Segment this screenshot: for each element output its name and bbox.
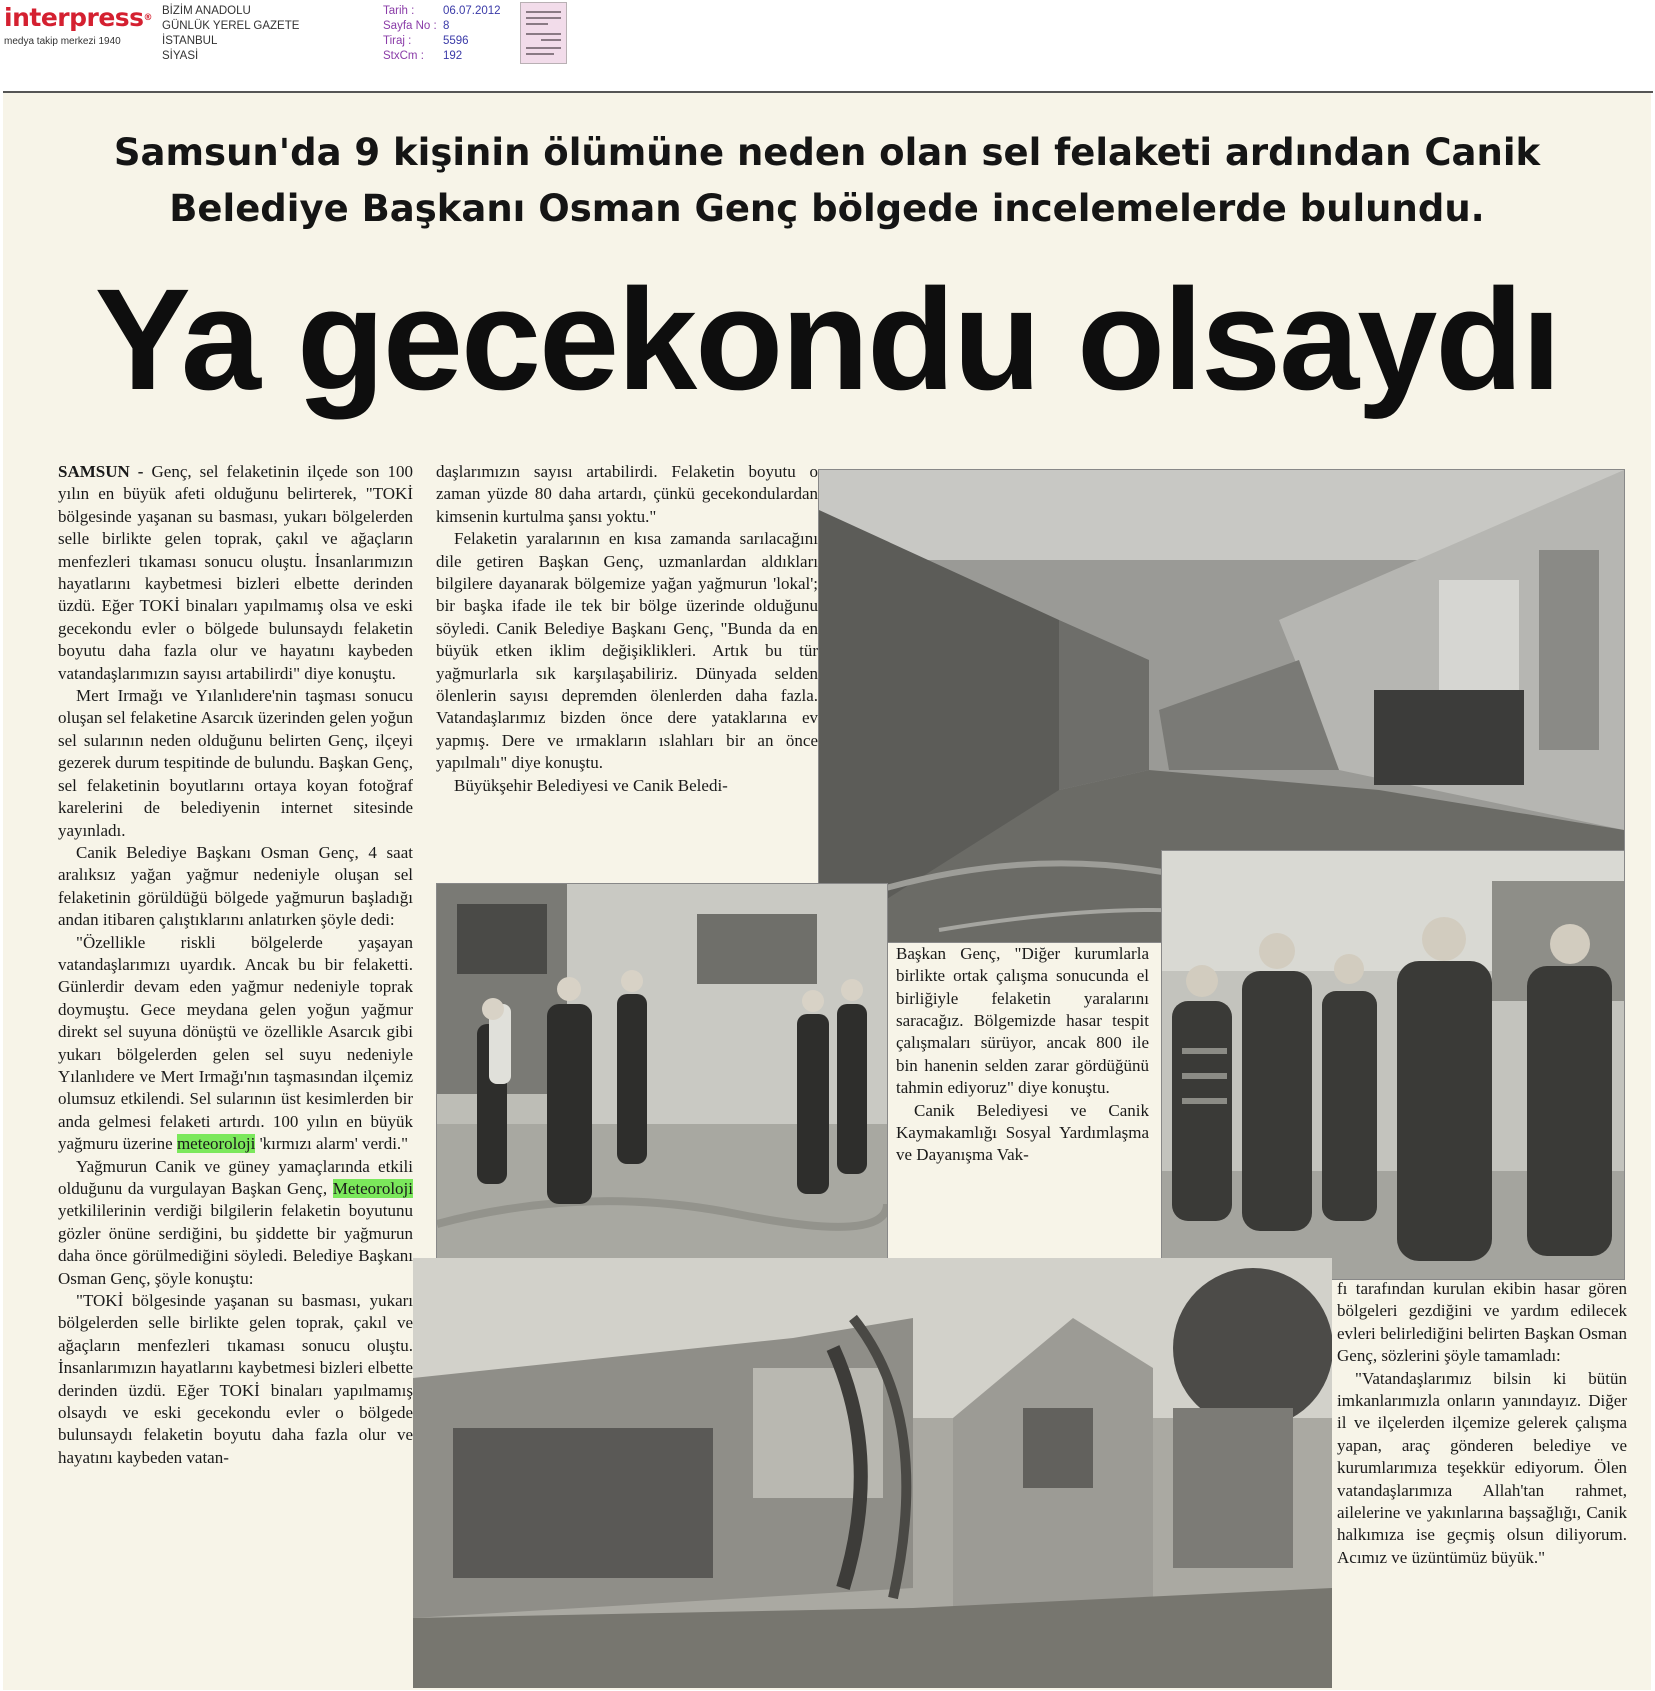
subheading-line-2: Belediye Başkanı Osman Genç bölgede incelemelerde bulundu.	[169, 187, 1485, 230]
meta-key: Sayfa No :	[383, 20, 437, 32]
meta-key: Tiraj :	[383, 35, 412, 47]
clipping-header	[0, 0, 1655, 90]
paragraph-text: Felaketin yaralarının en kısa zamanda sarılacağını dile getiren Başkan Genç, uzmanlardan aldıkları bilgilere dayanarak bölgemize yağan yağmurun 'lokal'; bir başka ifade ile tek bir bölge üzerinde olduğunu söyledi. Canik Belediye Başkanı Genç, "Bunda da en büyük etken iklim değişiklikleri. Artık bu tür yağmurlarla sık karşılaşabiliriz. Dünyada selden ölenlerin sayısı depremden ölenlerden daha fazla. Vatandaşlarımız bizden önce dere yataklarına ev yapmış. Dere ve ırmakların ıslahları bir an önce yapılmalı" diye konuştu.	[436, 529, 818, 773]
paragraph-text: "Vatandaşlarımız bilsin ki bütün imkanlarımızla onların yanındayız. Diğer il ve ilçelerden ilçemize gelerek çalışma yapan, araç gönderen belediye ve kurumlarımıza teşekkür ediyorum. Ölen vatandaşlarımıza Allah'tan rahmet, ailelerine ve yakınlarına başsağlığı, Canik halkımıza ise geçmiş olsun diliyorum. Acımız ve üzüntümüz büyük."	[1337, 1368, 1627, 1567]
paragraph-text: Genç, sel felaketinin ilçede son 100 yılın en büyük afeti olduğunu belirterek, "TOKİ bölgesinde yaşanan su basması, yukarı bölgelerden selle birlikte gelen toprak, çakıl ve ağaçların menfezleri tıkaması sonucu oluştu. İnsanlarımızın hayatlarını kaybetmesi bizleri elbette derinden üzdü. Eğer TOKİ binaları yapılmamış olsa ve eski gecekondu evler o bölgede bulunsaydı felaketin boyutu daha fazla olur ve hayatını kaybeden vatandaşlarımızın sayısı artabilirdi" diye konuştu.	[58, 462, 413, 683]
newspaper-clipping	[3, 93, 1651, 1690]
meta-value: 06.07.2012	[443, 5, 501, 17]
article-paragraph	[436, 775, 818, 797]
paragraph-text: "TOKİ bölgesinde yaşanan su basması, yukarı bölgelerden selle birlikte gelen toprak, çakıl ve ağaçların menfezleri tıkaması sonucu oluştu. İnsanlarımızın hayatlarını kaybetmesi bizleri elbette derinden üzdü. Eğer TOKİ binaları yapılmamış olsaydı ve eski gecekondu evler o bölgede bulunsaydı felaketin boyutu daha fazla olur ve hayatını kaybeden vatan-	[58, 1291, 413, 1467]
clipping-meta	[383, 4, 501, 64]
paragraph-text: Yağmurun Canik ve güney yamaçlarında etkili olduğunu da vurgulayan Başkan Genç,	[58, 1156, 413, 1198]
article-paragraph	[58, 461, 413, 685]
article-paragraph	[436, 461, 818, 528]
highlighted-keyword: meteoroloji	[176, 1134, 256, 1154]
paragraph-text: "Özellikle riskli bölgelerde yaşayan vatandaşlarımızı uyardık. Ancak bu bir felaketti. Günlerdir devam eden yağmur nedeniyle toprak doymuştu. Gece meydana gelen yoğun yağmur direkt sel suyuna dönüştü ve özellikle Asarcık gibi yukarı bölgelerden gelen sel suyu nedeniyle Yılanlıdere ve Mert Irmağı'nın taşmasından ilçemiz olumsuz etkilendi. Sel sularının üst kesimlerden bir anda gelmesi felaketi artırdı. 100 yılın en büyük yağmuru üzerine	[58, 932, 413, 1154]
article-paragraph	[1337, 1368, 1627, 1570]
article-paragraph	[58, 932, 413, 1156]
article-paragraph	[58, 842, 413, 932]
paragraph-text: fı tarafından kurulan ekibin hasar gören bölgeleri gezdiğini ve yardım edilecek evleri belirlediğini belirten Başkan Osman Genç, sözlerini şöyle tamamladı:	[1337, 1279, 1627, 1366]
publication-name: BİZİM ANADOLU	[162, 5, 251, 17]
paragraph-text: Canik Belediye Başkanı Osman Genç, 4 saat aralıksız yağan yağmur nedeniyle oluşan sel felaketinin görüldüğü bölgede yağmurun başladığı andan itibaren çalıştıklarını anlatırken şöyle dedi:	[58, 842, 413, 930]
paragraph-text: Büyükşehir Belediyesi ve Canik Beledi-	[454, 775, 728, 795]
paragraph-text: Canik Belediyesi ve Canik Kaymakamlığı Sosyal Yardımlaşma ve Dayanışma Vak-	[896, 1100, 1149, 1165]
meta-row-date	[383, 4, 501, 19]
article-subheading	[3, 125, 1651, 237]
article-column-1	[58, 461, 413, 1689]
article-paragraph	[436, 528, 818, 774]
meta-value: 8	[443, 20, 450, 32]
meta-key: StxCm :	[383, 50, 424, 62]
logo-registered-mark: ®	[143, 13, 153, 23]
paragraph-text: yetkililerinin verdiği bilgilerin felaketin boyutunu gözler önüne serdiğini, bu şiddette bir yağmurun daha önce görülmediğini söyledi. Belediye Başkanı Osman Genç, şöyle konuştu:	[58, 1201, 413, 1288]
paragraph-text: 'kırmızı alarm' verdi."	[255, 1134, 409, 1154]
meta-row-stxcm	[383, 49, 501, 64]
officials-group-photo	[1161, 850, 1625, 1280]
paragraph-text: daşlarımızın sayısı artabilirdi. Felaketin boyutu o zaman yüzde 80 daha artardı, çünkü gecekondulardan kimsenin kurtulma şansı yoktu."	[436, 462, 818, 526]
damaged-houses-photo	[413, 1258, 1332, 1688]
article-column-2	[436, 461, 818, 861]
article-paragraph	[896, 1100, 1149, 1167]
logo-wordmark: interpress	[4, 3, 144, 32]
paragraph-text: Mert Irmağı ve Yılanlıdere'nin taşması sonucu oluşan sel felaketine Asarcık üzerinden gelen yoğun sel sularının neden olduğunu belirten Genç, ilçeyi gezerek durum tespitinde de bulundu. Başkan Genç, sel felaketinin boyutlarını ortaya koyan fotoğraf karelerini de belediyenin internet sitesinde yayınladı.	[58, 686, 413, 840]
meta-value: 192	[443, 50, 463, 62]
publication-city: İSTANBUL	[162, 35, 218, 47]
publication-category: SİYASİ	[162, 50, 199, 62]
publication-type: GÜNLÜK YEREL GAZETE	[162, 20, 300, 32]
article-headline: Ya gecekondu olsaydı	[94, 259, 1560, 420]
highlighted-keyword: Meteoroloji	[332, 1179, 413, 1198]
article-column-3	[896, 898, 1149, 1216]
interpress-logo	[4, 4, 154, 47]
subheading-line-1: Samsun'da 9 kişinin ölümüne neden olan sel felaketi ardından Canik	[113, 131, 1541, 174]
paragraph-text: Başkan Genç, "Diğer kurumlarla birlikte ortak çalışma sonucunda el birliğiyle felaketin yaralarını saracağız. Bölgemizde hasar tespit çalışmaları sürüyor, ancak 800 ile bin hanenin selden zarar gördüğünü tahmin ediyoruz" diye konuştu.	[896, 943, 1149, 1098]
meta-key: Tarih :	[383, 5, 415, 17]
meta-row-circulation	[383, 34, 501, 49]
publication-info	[162, 4, 299, 64]
article-paragraph	[58, 685, 413, 842]
article-paragraph	[58, 1156, 413, 1290]
article-column-4	[1337, 1278, 1627, 1688]
article-paragraph	[58, 1290, 413, 1469]
page-thumbnail[interactable]	[520, 2, 567, 64]
meta-value: 5596	[443, 35, 469, 47]
article-paragraph	[1337, 1278, 1627, 1368]
article-dateline: SAMSUN -	[58, 462, 144, 481]
meta-row-page	[383, 19, 501, 34]
logo-tagline: medya takip merkezi 1940	[4, 36, 121, 47]
